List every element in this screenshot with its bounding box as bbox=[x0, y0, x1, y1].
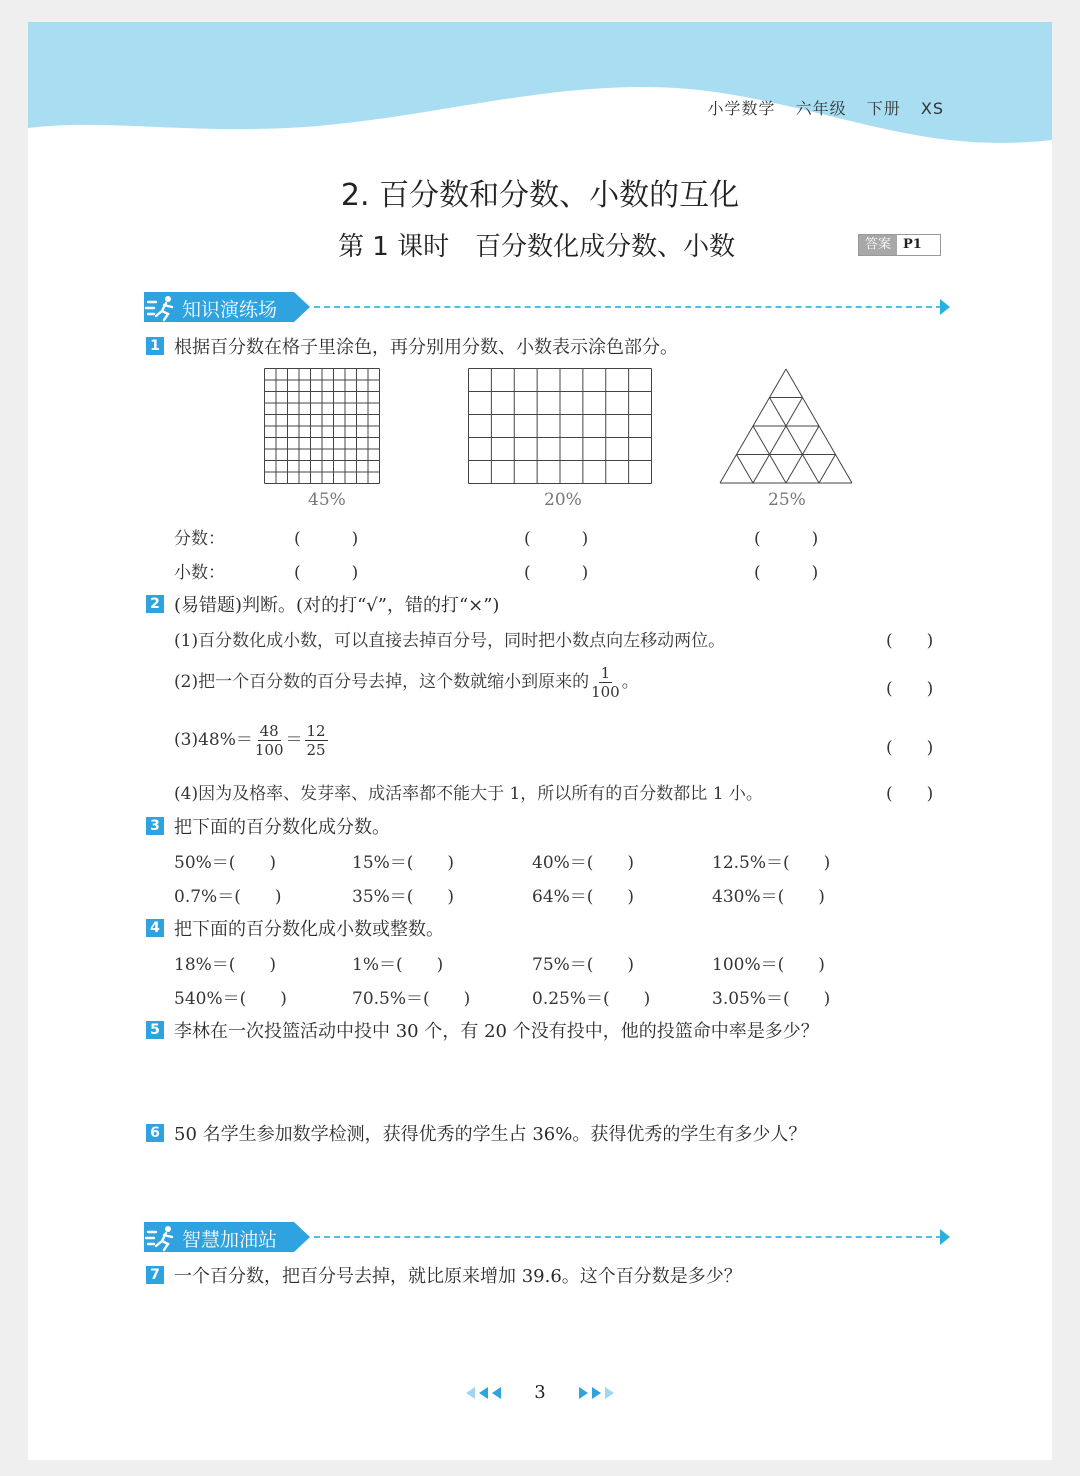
conversion-item[interactable]: 75%＝( ) bbox=[532, 955, 635, 975]
section-challenge-title: 智慧加油站 bbox=[182, 1229, 278, 1251]
page-number: 3 bbox=[534, 1382, 546, 1403]
grid-line bbox=[770, 398, 820, 484]
answer-blank[interactable]: ( ) bbox=[524, 563, 589, 583]
conversion-item[interactable]: 64%＝( ) bbox=[532, 887, 635, 907]
prev-page-icon bbox=[466, 1387, 475, 1399]
section-practice-header bbox=[144, 292, 954, 322]
answer-blank[interactable]: ( ) bbox=[294, 529, 359, 549]
grid-line bbox=[753, 398, 803, 484]
equals-sign: ＝ bbox=[285, 730, 303, 750]
answer-blank[interactable]: ( ) bbox=[754, 529, 819, 549]
next-page-icon bbox=[592, 1387, 601, 1399]
answer-badge-label: 答案 bbox=[859, 235, 897, 255]
conversion-item[interactable]: 15%＝( ) bbox=[352, 853, 455, 873]
judge-item-1: (1)百分数化成小数，可以直接去掉百分号，同时把小数点向左移动两位。 bbox=[174, 631, 726, 651]
grid-line bbox=[819, 455, 836, 484]
grid-10x10[interactable] bbox=[264, 368, 380, 484]
conversion-item[interactable]: 70.5%＝( ) bbox=[352, 989, 471, 1009]
conversion-item[interactable]: 0.25%＝( ) bbox=[532, 989, 651, 1009]
arrow-right-icon bbox=[940, 299, 950, 315]
conversion-item[interactable]: 12.5%＝( ) bbox=[712, 853, 831, 873]
conversion-item[interactable]: 35%＝( ) bbox=[352, 887, 455, 907]
conversion-item[interactable]: 3.05%＝( ) bbox=[712, 989, 831, 1009]
judge-item-4: (4)因为及格率、发芽率、成活率都不能大于 1，所以所有的百分数都比 1 小。 bbox=[174, 784, 763, 804]
conversion-item[interactable]: 430%＝( ) bbox=[712, 887, 825, 907]
grade-label: 六年级 bbox=[795, 99, 847, 118]
conversion-item[interactable]: 40%＝( ) bbox=[532, 853, 635, 873]
question-number-6: 6 bbox=[146, 1124, 164, 1142]
fraction-1-100: $\frac{1}{100}$ bbox=[591, 664, 620, 701]
answer-blank[interactable]: ( ) bbox=[524, 529, 589, 549]
judge-blank[interactable]: ( ) bbox=[886, 679, 934, 699]
page-footer bbox=[28, 1382, 1052, 1403]
arrow-right-icon bbox=[940, 1229, 950, 1245]
judge-item-2-text: (2)把一个百分数的百分号去掉，这个数就缩小到原来的 bbox=[174, 672, 590, 692]
lesson-subtitle: 第 1 课时 百分数化成分数、小数 bbox=[338, 232, 736, 262]
question-number-2: 2 bbox=[146, 595, 164, 613]
subject-label: 小学数学 bbox=[707, 99, 776, 118]
conversion-item[interactable]: 540%＝( ) bbox=[174, 989, 287, 1009]
percent-label-20: 20% bbox=[544, 490, 582, 510]
question-number-1: 1 bbox=[146, 337, 164, 355]
question-6-text: 50 名学生参加数学检测，获得优秀的学生占 36%。获得优秀的学生有多少人？ bbox=[174, 1124, 807, 1145]
prev-page-icon bbox=[479, 1387, 488, 1399]
percent-label-45: 45% bbox=[308, 490, 346, 510]
judge-item-2 bbox=[174, 664, 639, 701]
answer-blank[interactable]: ( ) bbox=[754, 563, 819, 583]
worksheet-page bbox=[28, 22, 1052, 1460]
section-practice-title: 知识演练场 bbox=[182, 299, 278, 321]
grid-8x5[interactable] bbox=[468, 368, 652, 484]
page-title: 2. 百分数和分数、小数的互化 bbox=[340, 178, 740, 213]
header-meta bbox=[694, 96, 944, 119]
conversion-item[interactable]: 50%＝( ) bbox=[174, 853, 277, 873]
judge-item-2-end: 。 bbox=[621, 672, 639, 692]
question-number-4: 4 bbox=[146, 919, 164, 937]
judge-item-3-text: (3)48%＝ bbox=[174, 730, 253, 750]
question-number-7: 7 bbox=[146, 1266, 164, 1284]
conversion-item[interactable]: 18%＝( ) bbox=[174, 955, 277, 975]
answer-blank[interactable]: ( ) bbox=[294, 563, 359, 583]
header-band bbox=[28, 22, 1052, 152]
section-divider bbox=[314, 1236, 942, 1238]
prev-page-icon bbox=[492, 1387, 501, 1399]
question-7-text: 一个百分数，把百分号去掉，就比原来增加 39.6。这个百分数是多少？ bbox=[174, 1266, 742, 1287]
question-5-text: 李林在一次投篮活动中投中 30 个，有 20 个没有投中，他的投篮命中率是多少？ bbox=[174, 1021, 819, 1042]
section-divider bbox=[314, 306, 942, 308]
answer-badge bbox=[858, 234, 941, 256]
answer-badge-page: P1 bbox=[903, 237, 922, 252]
conversion-item[interactable]: 1%＝( ) bbox=[352, 955, 444, 975]
decimal-row-label: 小数： bbox=[174, 563, 225, 583]
conversion-item[interactable]: 100%＝( ) bbox=[712, 955, 825, 975]
fraction-48-100: $\frac{48}{100}$ bbox=[254, 722, 284, 759]
triangle-grid[interactable] bbox=[718, 368, 854, 484]
fraction-12-25: $\frac{12}{25}$ bbox=[306, 722, 326, 759]
question-number-3: 3 bbox=[146, 817, 164, 835]
section-challenge-header bbox=[144, 1222, 954, 1252]
question-number-5: 5 bbox=[146, 1021, 164, 1039]
question-4-text: 把下面的百分数化成小数或整数。 bbox=[174, 919, 444, 940]
volume-label: 下册 bbox=[866, 99, 901, 118]
edition-label: XS bbox=[920, 99, 944, 118]
grid-line bbox=[737, 455, 754, 484]
judge-blank[interactable]: ( ) bbox=[886, 738, 934, 758]
conversion-item[interactable]: 0.7%＝( ) bbox=[174, 887, 282, 907]
judge-blank[interactable]: ( ) bbox=[886, 631, 934, 651]
question-2-text: (易错题)判断。(对的打“√”，错的打“×”) bbox=[174, 595, 500, 616]
question-3-text: 把下面的百分数化成分数。 bbox=[174, 817, 390, 838]
fraction-row-label: 分数： bbox=[174, 529, 225, 549]
next-page-icon bbox=[605, 1387, 614, 1399]
judge-item-3 bbox=[174, 722, 330, 759]
next-page-icon bbox=[579, 1387, 588, 1399]
question-1-text: 根据百分数在格子里涂色，再分别用分数、小数表示涂色部分。 bbox=[174, 337, 678, 358]
judge-blank[interactable]: ( ) bbox=[886, 784, 934, 804]
percent-label-25: 25% bbox=[768, 490, 806, 510]
